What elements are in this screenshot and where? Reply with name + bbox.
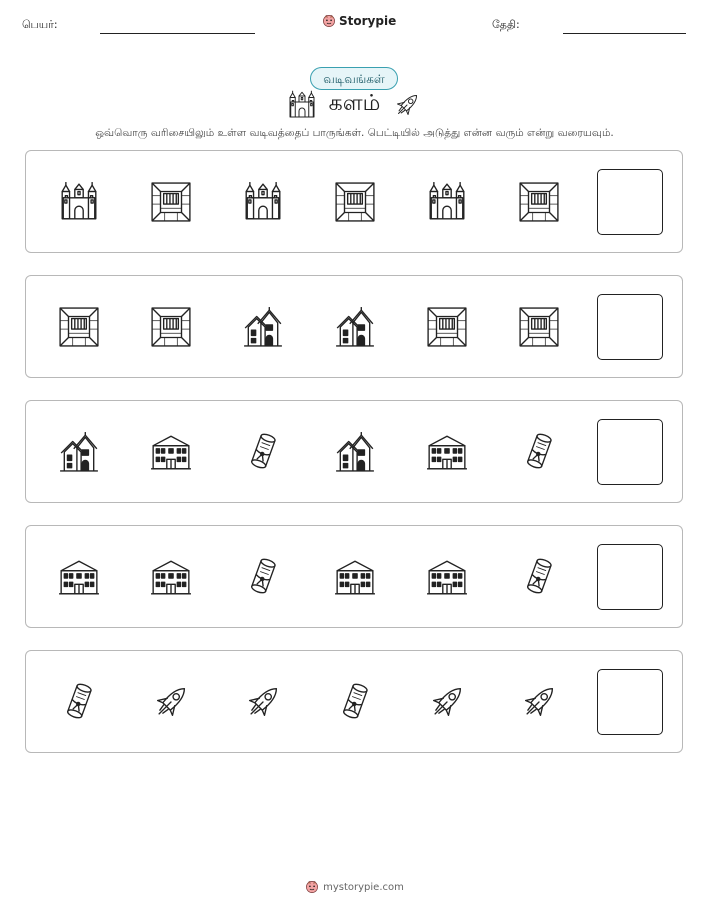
- jail-icon: [150, 181, 192, 223]
- building-icon: [334, 556, 376, 598]
- jail-icon: [518, 181, 560, 223]
- castle-icon: [287, 90, 317, 120]
- pattern-row: [25, 150, 683, 253]
- scroll-icon: [518, 431, 560, 473]
- castle-icon: [58, 181, 100, 223]
- jail-icon: [150, 306, 192, 348]
- rocket-icon: [392, 90, 422, 120]
- brand-name: Storypie: [339, 14, 397, 28]
- page-title: களம்: [328, 91, 381, 116]
- haunted-house-icon: [334, 306, 376, 348]
- castle-icon: [426, 181, 468, 223]
- storypie-logo: [322, 13, 396, 29]
- building-icon: [150, 556, 192, 598]
- footer: [0, 880, 709, 894]
- pattern-row: [25, 275, 683, 378]
- pattern-row: [25, 650, 683, 753]
- rocket-icon: [242, 681, 284, 723]
- rocket-icon: [426, 681, 468, 723]
- answer-box[interactable]: [597, 169, 663, 235]
- building-icon: [150, 431, 192, 473]
- castle-icon: [242, 181, 284, 223]
- category-pill: வடிவங்கள்: [310, 67, 398, 90]
- footer-url: mystorypie.com: [323, 881, 404, 893]
- building-icon: [426, 556, 468, 598]
- building-icon: [58, 556, 100, 598]
- answer-box[interactable]: [597, 419, 663, 485]
- name-field-line[interactable]: [100, 33, 255, 34]
- jail-icon: [58, 306, 100, 348]
- scroll-icon: [242, 431, 284, 473]
- haunted-house-icon: [58, 431, 100, 473]
- date-label: தேதி:: [492, 18, 520, 31]
- pattern-row: [25, 525, 683, 628]
- scroll-icon: [518, 556, 560, 598]
- haunted-house-icon: [242, 306, 284, 348]
- instructions: ஒவ்வொரு வரிசையிலும் உள்ள வடிவத்தைப் பாருங்கள். பெட்டியில் அடுத்து என்ன வரும் என்று வரையவும்.: [95, 127, 614, 139]
- mascot-icon: [322, 13, 336, 29]
- mascot-icon: [305, 880, 319, 894]
- jail-icon: [518, 306, 560, 348]
- scroll-icon: [334, 681, 376, 723]
- building-icon: [426, 431, 468, 473]
- jail-icon: [334, 181, 376, 223]
- date-field-line[interactable]: [563, 33, 686, 34]
- pattern-row: [25, 400, 683, 503]
- rocket-icon: [518, 681, 560, 723]
- answer-box[interactable]: [597, 669, 663, 735]
- scroll-icon: [242, 556, 284, 598]
- scroll-icon: [58, 681, 100, 723]
- haunted-house-icon: [334, 431, 376, 473]
- answer-box[interactable]: [597, 544, 663, 610]
- jail-icon: [426, 306, 468, 348]
- rocket-icon: [150, 681, 192, 723]
- name-label: பெயர்:: [22, 18, 58, 31]
- answer-box[interactable]: [597, 294, 663, 360]
- title-row: [0, 90, 709, 120]
